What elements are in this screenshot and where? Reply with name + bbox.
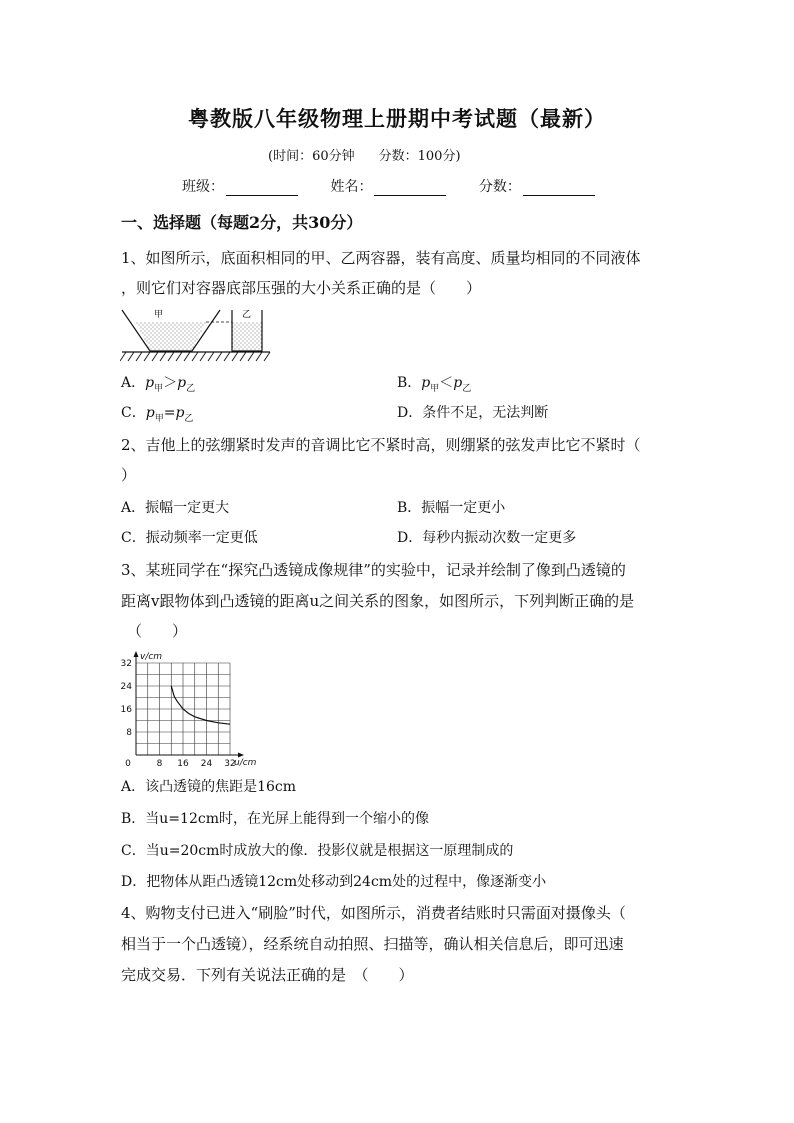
y-axis-label: v/cm	[140, 652, 163, 662]
q1-option-c[interactable]: C．$p_甲=p_乙$	[121, 405, 194, 424]
q2-line2: ）	[121, 466, 137, 484]
name-blank	[374, 181, 446, 196]
origin-label: 0	[125, 759, 131, 769]
x-tick-label: 24	[200, 759, 213, 769]
page-title: 粤教版八年级物理上册期中考试题（最新）	[188, 106, 606, 131]
q1-option-d[interactable]: D．条件不足，无法判断	[397, 405, 549, 421]
q4-line3: 完成交易．下列有关说法正确的是 （ ）	[121, 966, 414, 984]
v-u-curve	[171, 686, 230, 724]
jia-label: 甲	[154, 310, 164, 320]
ground-hatching	[120, 352, 270, 361]
y-tick-label: 24	[120, 682, 132, 692]
x-axis-arrow	[238, 753, 244, 758]
q3-line1: 3、某班同学在“探究凸透镜成像规律”的实验中，记录并绘制了像到凸透镜的	[121, 561, 626, 579]
q3-option-a[interactable]: A．该凸透镜的焦距是16cm	[121, 779, 297, 795]
y-tick-label: 32	[120, 659, 132, 669]
q3-option-d[interactable]: D．把物体从距凸透镜12cm处移动到24cm处的过程中，像逐渐变小	[121, 874, 547, 890]
time-limit: (时间：60分钟	[268, 149, 355, 164]
class-label: 班级：	[182, 179, 224, 195]
y-tick-label: 8	[126, 728, 132, 738]
class-blank	[226, 181, 298, 196]
q3-v-u-graph	[112, 647, 272, 769]
q3-option-c[interactable]: C．当u=20cm时成放大的像．投影仪就是根据这一原理制成的	[121, 843, 514, 859]
q1-option-b[interactable]: B．$p_甲<p_乙$	[397, 375, 472, 394]
q1-line2: ，则它们对容器底部压强的大小关系正确的是（ ）	[121, 279, 482, 297]
yi-liquid	[232, 322, 262, 351]
q1-line1: 1、如图所示，底面积相同的甲、乙两容器，装有高度、质量均相同的不同液体	[121, 249, 641, 267]
q3-line2: 距离v跟物体到凸透镜的距离u之间关系的图象，如图所示，下列判断正确的是	[121, 592, 635, 610]
q2-option-b[interactable]: B．振幅一定更小	[397, 500, 506, 516]
q2-option-a[interactable]: A．振幅一定更大	[121, 500, 230, 516]
score-label: 分数：	[478, 179, 521, 195]
q2-option-d[interactable]: D．每秒内振动次数一定更多	[397, 530, 577, 546]
q3-line3: （ ）	[127, 622, 188, 640]
q4-line2: 相当于一个凸透镜），经系统自动拍照、扫描等，确认相关信息后，即可迅速	[121, 935, 624, 953]
q1-container-figure	[120, 306, 272, 364]
q4-line1: 4、购物支付已进入“刷脸”时代，如图所示，消费者结账时只需面对摄像头（	[121, 904, 626, 922]
score-blank	[523, 181, 595, 196]
q1-option-a[interactable]: A．$p_甲>p_乙$	[121, 375, 196, 394]
section-heading: 一、选择题（每题2分，共30分）	[121, 213, 363, 232]
student-info-line	[182, 176, 623, 196]
x-tick-label: 32	[224, 759, 236, 769]
p-yi: $p_乙$	[177, 375, 196, 394]
x-tick-label: 16	[177, 759, 189, 769]
exam-subtitle	[268, 145, 485, 164]
yi-label: 乙	[242, 310, 252, 320]
y-axis-arrow	[134, 651, 139, 657]
name-label: 姓名：	[330, 179, 373, 195]
x-tick-label: 8	[156, 759, 163, 769]
q3-option-b[interactable]: B．当u=12cm时，在光屏上能得到一个缩小的像	[121, 811, 429, 827]
q2-line1: 2、吉他上的弦绷紧时发声的音调比它不紧时高，则绷紧的弦发声比它不紧时（	[121, 436, 641, 454]
x-axis-label: u/cm	[234, 758, 257, 768]
p-jia: $p_甲$	[145, 375, 164, 394]
total-score: 分数：100分)	[378, 149, 461, 164]
q2-option-c[interactable]: C．振动频率一定更低	[121, 530, 258, 546]
y-tick-label: 16	[120, 705, 132, 715]
